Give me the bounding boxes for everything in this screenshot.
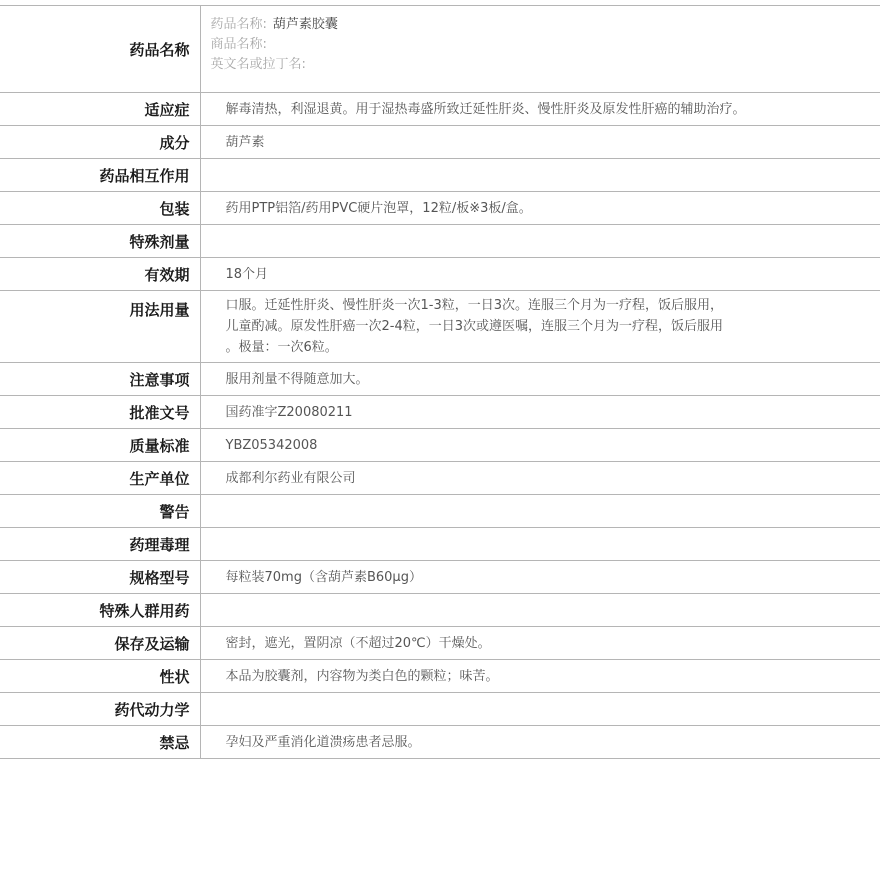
- table-row-contraindications: [0, 726, 880, 759]
- row-label: 用法用量: [0, 291, 200, 363]
- row-value: 每粒装70mg（含葫芦素B60μg）: [200, 561, 880, 594]
- row-label: 保存及运输: [0, 627, 200, 660]
- table-row-ingredients: [0, 126, 880, 159]
- row-value: 解毒清热，利湿退黄。用于湿热毒盛所致迁延性肝炎、慢性肝炎及原发性肝癌的辅助治疗。: [200, 93, 880, 126]
- row-label: 药理毒理: [0, 528, 200, 561]
- row-label: 批准文号: [0, 396, 200, 429]
- table-row-dosage: [0, 291, 880, 363]
- table-row-interactions: [0, 159, 880, 192]
- row-label: 警告: [0, 495, 200, 528]
- english-name-label: 英文名或拉丁名:: [210, 57, 306, 72]
- row-value: 18个月: [200, 258, 880, 291]
- row-value: 葫芦素: [200, 126, 880, 159]
- row-value: [200, 594, 880, 627]
- english-name-line: [211, 55, 880, 75]
- row-label: 生产单位: [0, 462, 200, 495]
- table-row-warning: [0, 495, 880, 528]
- table-row-quality-standard: [0, 429, 880, 462]
- table-row-description: [0, 660, 880, 693]
- row-label: 药品名称: [0, 6, 200, 93]
- table-row-shelf-life: [0, 258, 880, 291]
- row-label: 规格型号: [0, 561, 200, 594]
- row-label: 特殊剂量: [0, 225, 200, 258]
- row-label: 性状: [0, 660, 200, 693]
- generic-name-label: 药品名称:: [210, 17, 267, 32]
- row-value: YBZ05342008: [200, 429, 880, 462]
- drug-name-block: [200, 6, 880, 93]
- dosage-line: 。极量：一次6粒。: [225, 340, 338, 355]
- row-label: 质量标准: [0, 429, 200, 462]
- row-value: 服用剂量不得随意加大。: [200, 363, 880, 396]
- dosage-line: 口服。迁延性肝炎、慢性肝炎一次1-3粒，一日3次。连服三个月为一疗程，饭后服用，: [225, 298, 724, 313]
- table-row-pharmacokinetics: [0, 693, 880, 726]
- row-value: 本品为胶囊剂，内容物为类白色的颗粒；味苦。: [200, 660, 880, 693]
- table-row-specification: [0, 561, 880, 594]
- table-row-precautions: [0, 363, 880, 396]
- row-label: 包装: [0, 192, 200, 225]
- row-value: 孕妇及严重消化道溃疡患者忌服。: [200, 726, 880, 759]
- generic-name-line: [211, 15, 880, 35]
- table-row-drug-name: [0, 6, 880, 93]
- table-row-special-dosage: [0, 225, 880, 258]
- row-label: 特殊人群用药: [0, 594, 200, 627]
- row-label: 成分: [0, 126, 200, 159]
- drug-info-table: [0, 5, 880, 759]
- row-label: 适应症: [0, 93, 200, 126]
- row-label: 药代动力学: [0, 693, 200, 726]
- table-row-manufacturer: [0, 462, 880, 495]
- table-row-special-populations: [0, 594, 880, 627]
- row-value: 国药准字Z20080211: [200, 396, 880, 429]
- trade-name-label: 商品名称:: [210, 37, 267, 52]
- row-value: [200, 528, 880, 561]
- row-value: [200, 693, 880, 726]
- row-label: 注意事项: [0, 363, 200, 396]
- table-row-pharmacology: [0, 528, 880, 561]
- row-value: [200, 495, 880, 528]
- row-value: 药用PTP铝箔/药用PVC硬片泡罩，12粒/板※3板/盒。: [200, 192, 880, 225]
- table-row-indications: [0, 93, 880, 126]
- row-value: 密封，遮光，置阴凉（不超过20℃）干燥处。: [200, 627, 880, 660]
- table-row-storage: [0, 627, 880, 660]
- row-label: 有效期: [0, 258, 200, 291]
- row-label: 禁忌: [0, 726, 200, 759]
- trade-name-line: [211, 35, 880, 55]
- row-value: [200, 159, 880, 192]
- table-row-approval-number: [0, 396, 880, 429]
- table-row-packaging: [0, 192, 880, 225]
- generic-name-value: 葫芦素胶囊: [272, 17, 338, 32]
- row-value: [200, 291, 880, 363]
- row-value: [200, 225, 880, 258]
- row-value: 成都利尔药业有限公司: [200, 462, 880, 495]
- drug-info-panel: [0, 5, 880, 759]
- row-label: 药品相互作用: [0, 159, 200, 192]
- dosage-line: 儿童酌减。原发性肝癌一次2-4粒，一日3次或遵医嘱，连服三个月为一疗程，饭后服用: [225, 319, 724, 334]
